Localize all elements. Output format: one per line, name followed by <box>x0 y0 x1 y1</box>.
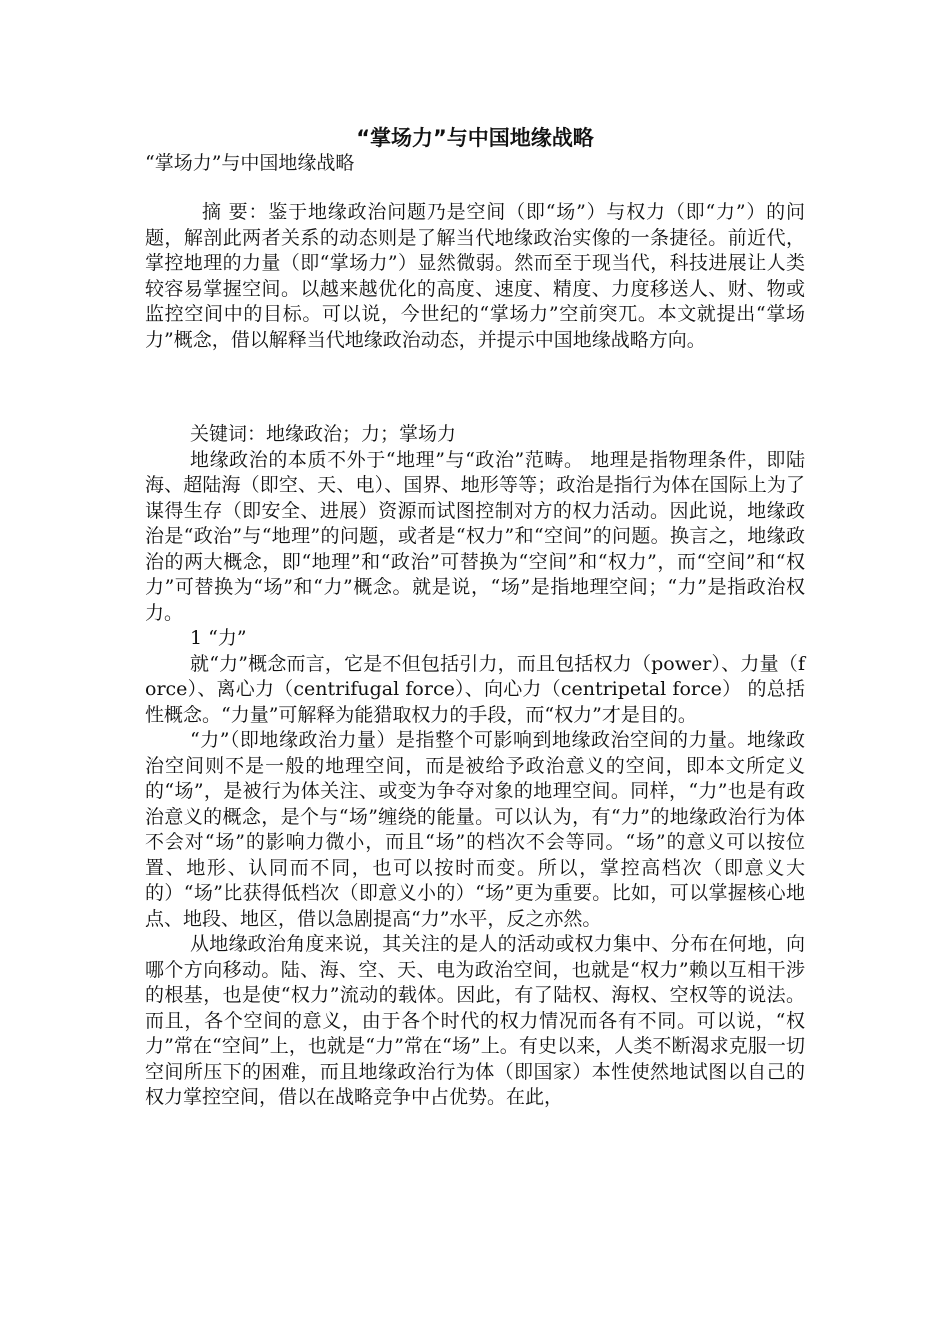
body-paragraph: 就“力”概念而言，它是不但包括引力，而且包括权力（power）、力量（force）、离心力（centrifugal force）、向心力（centripetal force） 的总括性概念。“力量”可解释为能猎取权力的手段，而“权力”才是目的。 <box>145 652 805 726</box>
section-heading: 1 “力” <box>190 627 247 649</box>
abstract <box>145 200 805 353</box>
body-paragraph: 从地缘政治角度来说，其关注的是人的活动或权力集中、分布在何地，向哪个方向移动。陆、海、空、天、电为政治空间，也就是“权力”赖以互相干涉的根基，也是使“权力”流动的载体。因此，有了陆权、海权、空权等的说法。而且，各个空间的意义，由于各个时代的权力情况而各有不同。可以说，“权力”常在“空间”上，也就是“力”常在“场”上。有史以来，人类不断渴求克服一切空间所压下的困难，而且地缘政治行为体（即国家）本性使然地试图以自己的权力掌控空间，借以在战略竞争中占优势。在此， <box>145 933 805 1108</box>
document-title: “掌场力”与中国地缘战略 <box>356 126 594 150</box>
document-subtitle: “掌场力”与中国地缘战略 <box>145 152 355 174</box>
main-body <box>145 422 805 1111</box>
body-paragraph: “力”（即地缘政治力量）是指整个可影响到地缘政治空间的力量。地缘政治空间则不是一般的地理空间，而是被给予政治意义的空间，即本文所定义的“场”，是被行为体关注、或变为争夺对象的地理空间。同样，“力”也是有政治意义的概念，是个与“场”缠绕的能量。可以认为，有“力”的地缘政治行为体不会对“场”的影响力微小，而且“场”的档次不会等同。“场”的意义可以按位置、地形、认同而不同，也可以按时而变。所以，掌控高档次（即意义大的）“场”比获得低档次（即意义小的）“场”更为重要。比如，可以掌握核心地点、地段、地区，借以急剧提高“力”水平，反之亦然。 <box>145 729 805 930</box>
keywords-line <box>145 422 805 448</box>
abstract-text: 鉴于地缘政治问题乃是空间（即“场”）与权力（即“力”）的问题，解剖此两者关系的动态则是了解当代地缘政治实像的一条捷径。前近代，掌控地理的力量（即“掌场力”）显然微弱。然而至于现当代，科技进展让人类较容易掌握空间。以越来越优化的高度、速度、精度、力度移送人、财、物或监控空间中的目标。可以说，今世纪的“掌场力”空前突兀。本文就提出“掌场力”概念，借以解释当代地缘政治动态，并提示中国地缘战略方向。 <box>145 201 805 351</box>
abstract-label: 摘 要： <box>202 201 269 223</box>
keywords-text: 地缘政治；力；掌场力 <box>266 423 457 445</box>
keywords-label: 关键词： <box>190 423 267 445</box>
body-paragraph: 地缘政治的本质不外于“地理”与“政治”范畴。 地理是指物理条件，即陆海、超陆海（即空、天、电）、国界、地形等等；政治是指行为体在国际上为了谋得生存（即安全、进展）资源而试图控制对方的权力活动。因此说，地缘政治是“政治”与“地理”的问题，或者是“权力”和“空间”的问题。换言之，地缘政治的两大概念，即“地理”和“政治”可替换为“空间”和“权力”，而“空间”和“权力”可替换为“场”和“力”概念。就是说，“场”是指地理空间；“力”是指政治权力。 <box>145 448 805 624</box>
